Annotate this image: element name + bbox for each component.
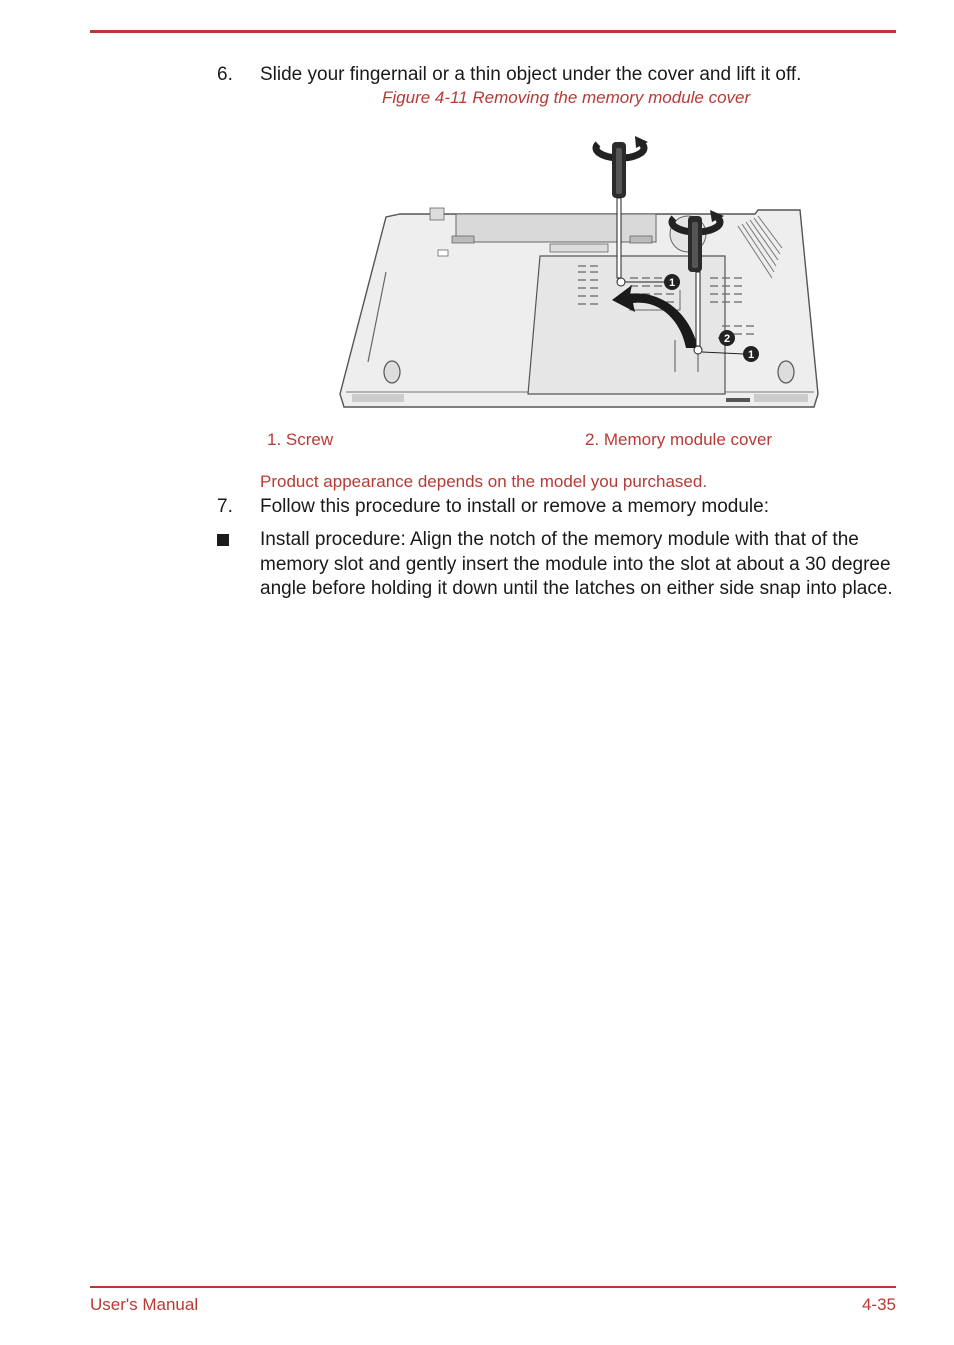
footer-title: User's Manual <box>90 1295 199 1314</box>
callout-cover <box>719 330 735 346</box>
bullet-marker <box>217 534 229 546</box>
legend-item-screw: 1. Screw <box>267 430 334 449</box>
step-number-7: 7. <box>217 496 233 517</box>
figure-caption: Figure 4-11 Removing the memory module cover <box>382 88 751 107</box>
product-note: Product appearance depends on the model you purchased. <box>260 472 708 491</box>
step-number-6: 6. <box>217 64 233 85</box>
rubber-foot <box>778 361 794 383</box>
page-number: 4-35 <box>861 1295 896 1314</box>
legend-item-memory-cover: 2. Memory module cover <box>585 430 773 449</box>
bullet-install-procedure: Install procedure: Align the notch of the memory module with that of the memory slot and gently insert the module into the slot at about a 30 degree angle before holding it down until the latches on either side snap into place. <box>260 529 893 599</box>
laptop-illustration-svg <box>330 122 830 422</box>
rubber-foot <box>384 361 400 383</box>
callout-label: 1 <box>747 349 755 361</box>
callout-screw-1 <box>664 274 680 290</box>
callout-screw-2 <box>743 346 759 362</box>
callout-label: 2 <box>723 333 731 345</box>
memory-module-cover <box>528 256 725 394</box>
header-rule <box>90 30 896 33</box>
step-text-6: Slide your fingernail or a thin object under the cover and lift it off. <box>260 64 802 85</box>
footer-rule <box>90 1286 896 1288</box>
battery-bay <box>456 214 656 242</box>
callout-label: 1 <box>668 277 676 289</box>
laptop-bottom-illustration <box>330 122 830 422</box>
step-text-7: Follow this procedure to install or remove a memory module: <box>260 496 769 517</box>
